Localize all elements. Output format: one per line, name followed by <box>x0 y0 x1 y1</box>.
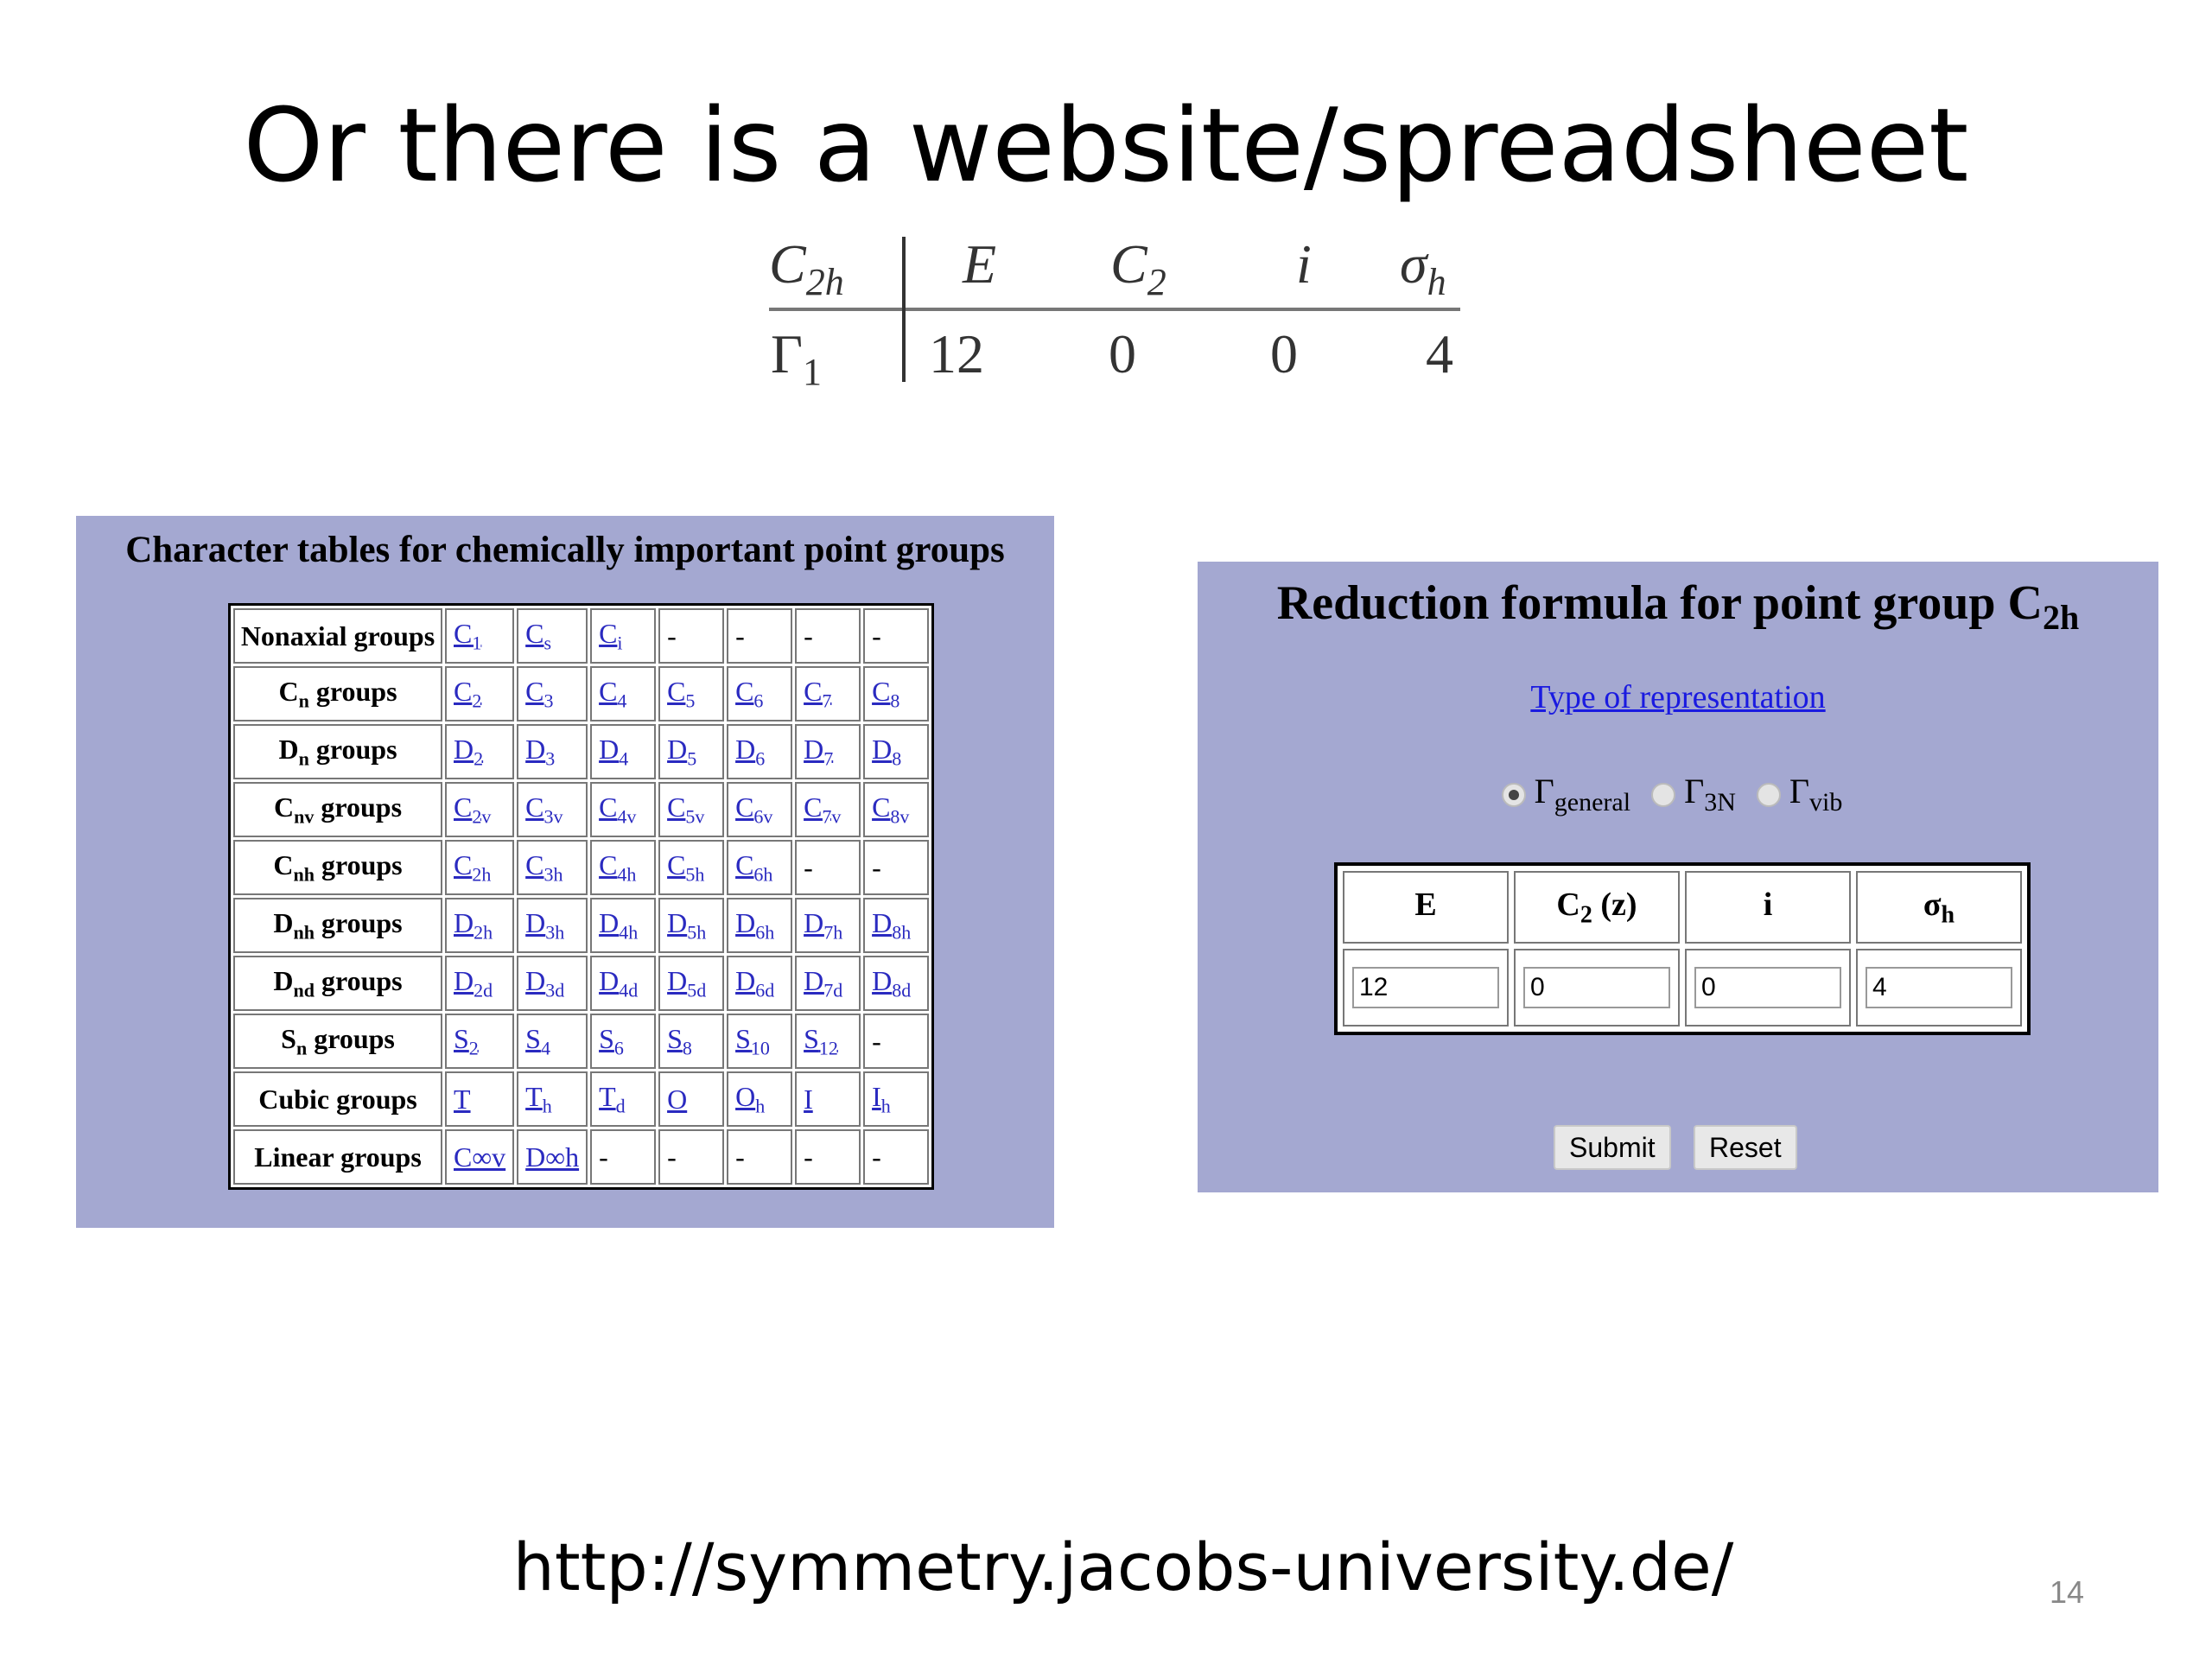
sigma-h-input[interactable] <box>1866 967 2012 1008</box>
table-row <box>233 1014 929 1069</box>
group-cell <box>795 782 861 837</box>
group-cell <box>863 666 929 721</box>
group-cell <box>445 956 514 1011</box>
point-group-link[interactable]: $C_{6h}$ <box>735 849 773 886</box>
i-input[interactable] <box>1694 967 1841 1008</box>
group-cell <box>658 1129 724 1185</box>
input-cell <box>1856 949 2022 1027</box>
point-group-link[interactable]: $D_6$ <box>735 733 766 770</box>
table-divider <box>769 308 1460 311</box>
char-value: 12 <box>929 323 984 385</box>
table-row <box>233 1071 929 1127</box>
group-cell <box>517 1014 588 1069</box>
row-label: $\Gamma_1$ <box>771 323 822 393</box>
group-cell <box>517 898 588 953</box>
point-group-link[interactable]: O <box>667 1083 688 1115</box>
group-symbol: $C_{2h}$ <box>769 233 844 303</box>
group-cell <box>727 1071 792 1127</box>
point-group-link[interactable]: $D_5$ <box>667 733 697 770</box>
group-cell <box>658 782 724 837</box>
empty-marker: - <box>667 620 677 652</box>
group-cell <box>658 666 724 721</box>
input-cell <box>1343 949 1509 1027</box>
group-cell <box>727 608 792 664</box>
group-cell <box>863 1014 929 1069</box>
group-cell <box>795 608 861 664</box>
empty-marker: - <box>599 1141 608 1173</box>
group-cell <box>445 666 514 721</box>
group-cell <box>517 724 588 779</box>
group-cell <box>863 782 929 837</box>
point-group-link[interactable]: $C_{5v}$ <box>667 791 705 828</box>
char-value: 4 <box>1426 323 1453 385</box>
point-group-link[interactable]: $D_{8h}$ <box>872 906 912 944</box>
input-cell <box>1514 949 1680 1027</box>
point-group-link[interactable]: $D_4$ <box>599 733 629 770</box>
e-input[interactable] <box>1352 967 1499 1008</box>
point-group-link[interactable]: $S_4$ <box>525 1022 550 1059</box>
group-cell <box>795 898 861 953</box>
point-group-link[interactable]: $C_{6v}$ <box>735 791 773 828</box>
reset-button[interactable]: Reset <box>1694 1125 1797 1170</box>
point-group-link[interactable]: $D_{7d}$ <box>804 964 843 1001</box>
empty-marker: - <box>735 1141 745 1173</box>
radio-general[interactable]: $\Gamma_{general}$ <box>1502 772 1630 810</box>
point-group-link[interactable]: $C_{2v}$ <box>454 791 492 828</box>
empty-marker: - <box>667 1141 677 1173</box>
reduction-formula-panel <box>1198 562 2158 1192</box>
point-group-link[interactable]: $D_{7h}$ <box>804 906 843 944</box>
point-group-link[interactable]: $C_{5h}$ <box>667 849 705 886</box>
group-cell <box>658 1071 724 1127</box>
group-family-label: $C_{nh}$ groups <box>233 840 442 895</box>
group-family-label: $D_n$ groups <box>233 724 442 779</box>
point-group-link[interactable]: $D_8$ <box>872 733 902 770</box>
point-group-link[interactable]: $C_8$ <box>872 675 900 712</box>
group-cell <box>727 1014 792 1069</box>
point-group-link[interactable]: $D_{6h}$ <box>735 906 775 944</box>
group-cell <box>517 782 588 837</box>
group-cell <box>590 724 656 779</box>
group-cell <box>590 782 656 837</box>
group-cell <box>590 1014 656 1069</box>
point-group-link[interactable]: $C_2$ <box>454 675 482 712</box>
group-cell <box>445 608 514 664</box>
panel-heading: Character tables for chemically important point groups <box>125 530 1005 570</box>
group-cell <box>445 1071 514 1127</box>
group-cell <box>727 956 792 1011</box>
empty-marker: - <box>735 620 745 652</box>
group-cell <box>863 1071 929 1127</box>
point-group-link[interactable]: $D_{2h}$ <box>454 906 493 944</box>
point-group-link[interactable]: $S_{10}$ <box>735 1022 770 1059</box>
group-family-label: $D_{nh}$ groups <box>233 898 442 953</box>
group-cell <box>795 1014 861 1069</box>
column-header: i <box>1685 871 1851 944</box>
group-cell <box>727 1129 792 1185</box>
empty-marker: - <box>872 851 881 883</box>
table-row <box>233 1129 929 1185</box>
group-family-label: Linear groups <box>233 1129 442 1185</box>
group-cell <box>658 724 724 779</box>
point-group-link[interactable]: $D_2$ <box>454 733 484 770</box>
empty-marker: - <box>872 1025 881 1057</box>
table-row <box>233 840 929 895</box>
radio-button[interactable] <box>1651 783 1675 807</box>
point-group-link[interactable]: $D_{5h}$ <box>667 906 707 944</box>
group-family-label: Cubic groups <box>233 1071 442 1127</box>
point-group-link[interactable]: $S_2$ <box>454 1022 479 1059</box>
point-group-link[interactable]: $C_7$ <box>804 675 832 712</box>
group-cell <box>590 898 656 953</box>
group-cell <box>863 724 929 779</box>
group-cell <box>795 1071 861 1127</box>
group-family-label: $C_n$ groups <box>233 666 442 721</box>
empty-marker: - <box>804 620 813 652</box>
point-group-link[interactable]: $T_d$ <box>599 1080 626 1117</box>
point-group-link[interactable]: I <box>804 1083 813 1115</box>
table-row <box>233 608 929 664</box>
table-row <box>233 782 929 837</box>
submit-button[interactable]: Submit <box>1554 1125 1671 1170</box>
point-group-link[interactable]: $D_{6d}$ <box>735 964 775 1001</box>
group-cell <box>517 840 588 895</box>
group-family-label: $C_{nv}$ groups <box>233 782 442 837</box>
point-group-link[interactable]: $C_{4v}$ <box>599 791 637 828</box>
point-group-link[interactable]: $D_3$ <box>525 733 556 770</box>
table-row <box>233 956 929 1011</box>
group-cell <box>795 724 861 779</box>
group-cell <box>863 898 929 953</box>
character-table <box>760 232 1469 396</box>
point-group-link[interactable]: $C_{3h}$ <box>525 849 563 886</box>
c2-input[interactable] <box>1523 967 1670 1008</box>
point-group-link[interactable]: D∞h <box>525 1141 580 1173</box>
point-group-link[interactable]: $C_s$ <box>525 617 552 654</box>
table-row <box>233 898 929 953</box>
group-cell <box>727 782 792 837</box>
group-cell <box>445 898 514 953</box>
empty-marker: - <box>872 1141 881 1173</box>
table-row <box>233 724 929 779</box>
point-group-link[interactable]: $C_5$ <box>667 675 696 712</box>
point-group-link[interactable]: $O_h$ <box>735 1080 766 1117</box>
group-cell <box>727 840 792 895</box>
char-value: 0 <box>1109 323 1136 385</box>
point-group-link[interactable]: $D_{4d}$ <box>599 964 639 1001</box>
empty-marker: - <box>804 851 813 883</box>
panel-heading: Reduction formula for point group $C_{2h}$ <box>1276 576 2080 638</box>
group-cell <box>445 1014 514 1069</box>
group-cell <box>795 840 861 895</box>
group-cell <box>445 724 514 779</box>
point-group-link[interactable]: $C_3$ <box>525 675 554 712</box>
group-family-label: $D_{nd}$ groups <box>233 956 442 1011</box>
point-group-link[interactable]: $I_h$ <box>872 1080 891 1117</box>
group-cell <box>795 956 861 1011</box>
op-header: $\sigma_h$ <box>1400 233 1446 303</box>
point-group-link[interactable]: $S_{12}$ <box>804 1022 838 1059</box>
radio-button[interactable] <box>1757 783 1781 807</box>
column-header: E <box>1343 871 1509 944</box>
point-group-link[interactable]: $T_h$ <box>525 1080 552 1117</box>
character-tables-panel <box>76 516 1054 1228</box>
point-group-link[interactable]: $S_8$ <box>667 1022 692 1059</box>
website-url: http://symmetry.jacobs-university.de/ <box>512 1529 1734 1605</box>
op-header: $C_2$ <box>1110 233 1166 303</box>
group-family-label: $S_n$ groups <box>233 1014 442 1069</box>
radio-button[interactable] <box>1502 783 1526 807</box>
point-group-link[interactable]: $C_{3v}$ <box>525 791 563 828</box>
point-group-link[interactable]: T <box>454 1083 471 1115</box>
group-cell <box>517 608 588 664</box>
group-cell <box>590 608 656 664</box>
group-cell <box>863 608 929 664</box>
group-cell <box>517 666 588 721</box>
group-cell <box>795 1129 861 1185</box>
point-group-link[interactable]: C∞v <box>454 1141 506 1173</box>
group-cell <box>658 956 724 1011</box>
type-of-representation-link[interactable]: Type of representation <box>1530 679 1826 715</box>
group-cell <box>517 956 588 1011</box>
input-cell <box>1685 949 1851 1027</box>
group-cell <box>727 666 792 721</box>
group-cell <box>517 1129 588 1185</box>
representation-radio-group <box>1198 766 2158 829</box>
point-group-link[interactable]: $D_{5d}$ <box>667 964 707 1001</box>
point-group-link[interactable]: $C_4$ <box>599 675 627 712</box>
point-group-link[interactable]: $S_6$ <box>599 1022 624 1059</box>
empty-marker: - <box>804 1141 813 1173</box>
op-header: E <box>963 233 997 295</box>
char-value: 0 <box>1270 323 1298 385</box>
point-group-link[interactable]: $C_{7v}$ <box>804 791 842 828</box>
radio-3n[interactable]: $\Gamma_{3N}$ <box>1651 772 1736 810</box>
group-cell <box>658 608 724 664</box>
empty-marker: - <box>872 620 881 652</box>
column-header: $C_2$ (z) <box>1514 871 1680 944</box>
radio-vib[interactable]: $\Gamma_{vib}$ <box>1757 772 1842 810</box>
point-group-link[interactable]: $C_6$ <box>735 675 764 712</box>
point-group-link[interactable]: $D_7$ <box>804 733 834 770</box>
group-cell <box>445 782 514 837</box>
point-group-link[interactable]: $D_{3d}$ <box>525 964 565 1001</box>
type-of-representation-link-wrap <box>1198 676 2158 719</box>
group-cell <box>445 840 514 895</box>
group-cell <box>795 666 861 721</box>
point-group-link[interactable]: $C_{8v}$ <box>872 791 910 828</box>
group-cell <box>727 724 792 779</box>
op-header: i <box>1296 233 1312 295</box>
group-cell <box>445 1129 514 1185</box>
group-cell <box>590 956 656 1011</box>
table-divider <box>902 237 906 382</box>
point-group-link[interactable]: $D_{8d}$ <box>872 964 912 1001</box>
group-cell <box>658 1014 724 1069</box>
group-family-label: Nonaxial groups <box>233 608 442 664</box>
point-groups-table <box>228 603 934 1190</box>
group-cell <box>590 840 656 895</box>
group-cell <box>863 1129 929 1185</box>
reduction-input-table <box>1334 862 2031 1035</box>
group-cell <box>727 898 792 953</box>
point-group-link[interactable]: $C_{4h}$ <box>599 849 637 886</box>
page-number: 14 <box>2050 1574 2085 1610</box>
point-group-link[interactable]: $D_{2d}$ <box>454 964 493 1001</box>
group-cell <box>863 840 929 895</box>
point-group-link[interactable]: $D_{3h}$ <box>525 906 565 944</box>
column-header: $\sigma_h$ <box>1856 871 2022 944</box>
group-cell <box>590 1071 656 1127</box>
point-group-link[interactable]: $C_i$ <box>599 617 623 654</box>
group-cell <box>517 1071 588 1127</box>
group-cell <box>658 898 724 953</box>
group-cell <box>863 956 929 1011</box>
point-group-link[interactable]: $C_1$ <box>454 617 482 654</box>
group-cell <box>658 840 724 895</box>
table-row <box>233 666 929 721</box>
group-cell <box>590 666 656 721</box>
point-group-link[interactable]: $D_{4h}$ <box>599 906 639 944</box>
slide-title: Or there is a website/spreadsheet <box>243 86 1969 205</box>
group-cell <box>590 1129 656 1185</box>
point-group-link[interactable]: $C_{2h}$ <box>454 849 492 886</box>
